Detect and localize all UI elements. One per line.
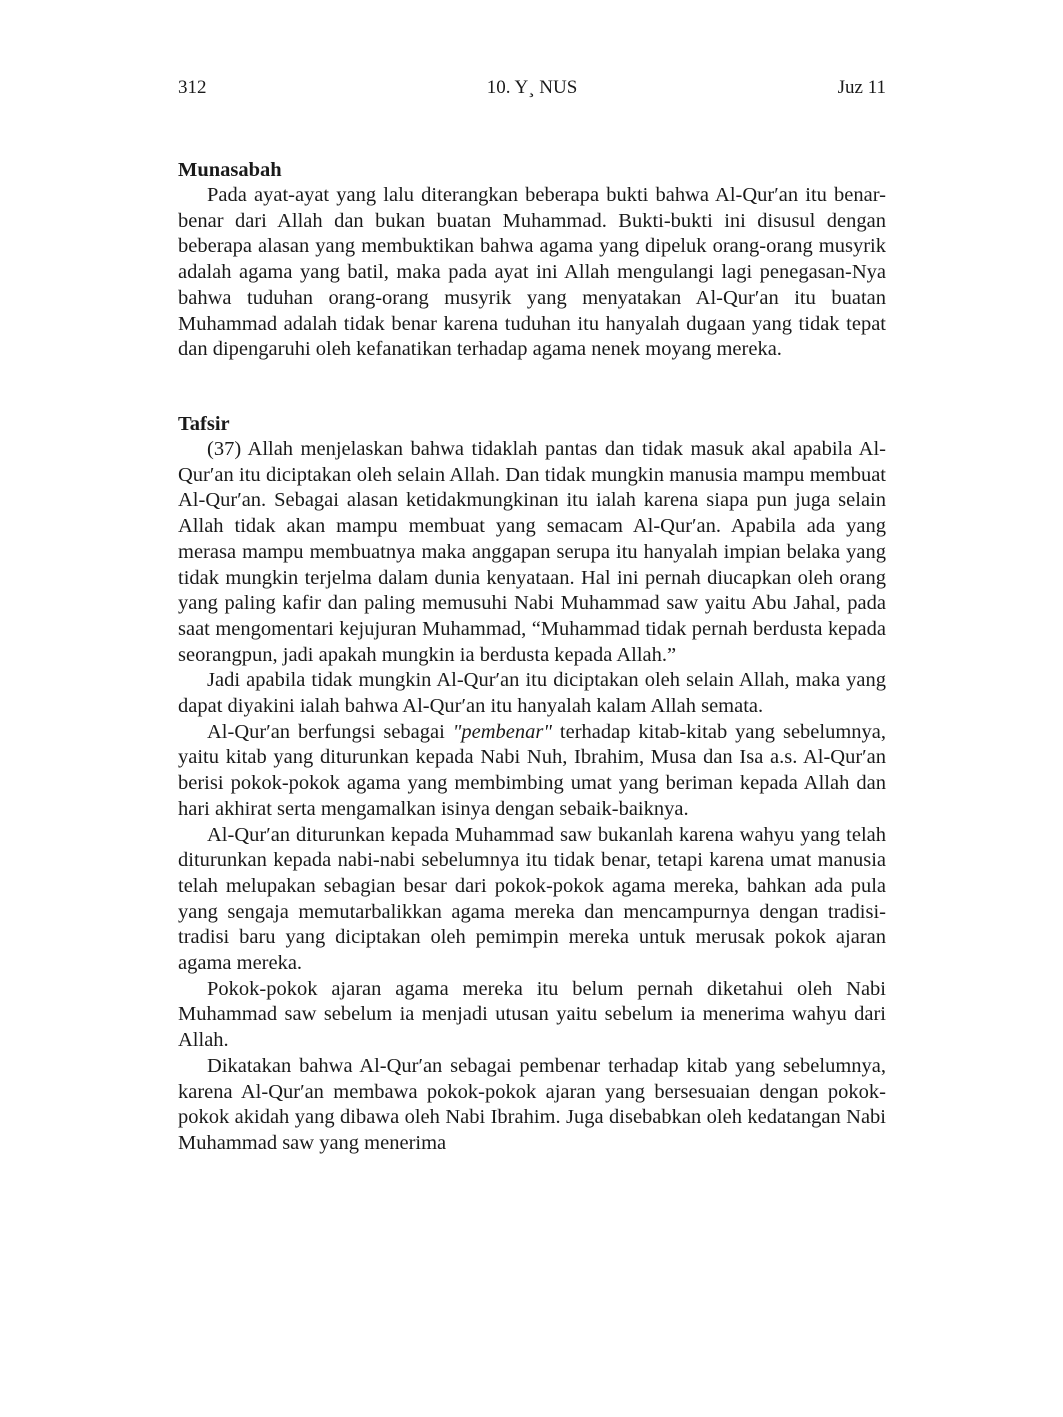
chapter-title: 10. Y¸ NUS xyxy=(486,77,578,98)
pembenar-term: "pembenar" xyxy=(452,720,552,743)
tafsir-heading: Tafsir xyxy=(178,413,230,435)
juz-label: Juz 11 xyxy=(837,77,886,98)
munasabah-section xyxy=(178,157,886,363)
running-header xyxy=(178,76,886,100)
tafsir-section xyxy=(178,411,886,1157)
p3-text-start: Al-Qur′an berfungsi sebagai xyxy=(207,720,453,743)
tafsir-paragraph-5: Pokok-pokok ajaran agama mereka itu belum pernah diketahui oleh Nabi Muhammad saw sebelum ia menjadi utusan yaitu sebelum ia menerima wahyu dari Allah. xyxy=(178,977,886,1052)
tafsir-paragraph-6: Dikatakan bahwa Al-Qur′an sebagai pembenar terhadap kitab yang sebelumnya, karena Al-Qur′an membawa pokok-pokok ajaran yang bersesuaian dengan pokok-pokok akidah yang dibawa oleh Nabi Ibrahim. Juga disebabkan oleh kedatangan Nabi Muhammad saw yang menerima xyxy=(178,1054,886,1154)
munasabah-paragraph: Pada ayat-ayat yang lalu diterangkan beberapa bukti bahwa Al-Qur′an itu benar-benar dari Allah dan bukan buatan Muhammad. Bukti-bukti ini disusul dengan beberapa alasan yang membuktikan bahwa agama yang dipeluk orang-orang musyrik adalah agama yang batil, maka pada ayat ini Allah mengulangi lagi penegasan-Nya bahwa tuduhan orang-orang musyrik yang menyatakan Al-Qur′an itu buatan Muhammad adalah tidak benar karena tuduhan itu hanyalah dugaan yang tidak tepat dan dipengaruhi oleh kefanatikan terhadap agama nenek moyang mereka. xyxy=(178,184,886,361)
tafsir-paragraph-4: Al-Qur′an diturunkan kepada Muhammad saw bukanlah karena wahyu yang telah diturunkan kepada nabi-nabi sebelumnya itu tidak benar, tetapi karena umat manusia telah melupakan sebagian besar dari pokok-pokok agama mereka, bahkan ada pula yang sengaja memutarbalikkan agama mereka dan mencampurnya dengan tradisi-tradisi baru yang diciptakan oleh pemimpin mereka untuk merusak pokok ajaran agama mereka. xyxy=(178,823,886,975)
tafsir-paragraph-2: Jadi apabila tidak mungkin Al-Qur′an itu diciptakan oleh selain Allah, maka yang dapat diyakini ialah bahwa Al-Qur′an itu hanyalah kalam Allah semata. xyxy=(178,669,886,718)
munasabah-heading: Munasabah xyxy=(178,159,282,181)
tafsir-paragraph-3 xyxy=(178,720,886,823)
page-number: 312 xyxy=(178,77,207,98)
p3-text-end: terhadap kitab-kitab yang sebelumnya, yaitu kitab yang diturunkan kepada Nabi Nuh, Ibrahim, Musa dan Isa a.s. Al-Qur′an berisi pokok-pokok agama yang membimbing umat yang beriman kepada Allah dan hari akhirat serta mengamalkan isinya dengan sebaik-baiknya. xyxy=(178,720,887,820)
tafsir-paragraph-1: (37) Allah menjelaskan bahwa tidaklah pantas dan tidak masuk akal apabila Al-Qur′an itu diciptakan oleh selain Allah. Dan tidak mungkin manusia mampu membuat Al-Qur′an. Sebagai alasan ketidakmungkinan itu ialah karena siapa pun juga selain Allah tidak akan mampu membuat yang semacam Al-Qur′an. Apabila ada yang merasa mampu membuatnya maka anggapan serupa itu hanyalah impian belaka yang tidak mungkin terjelma dalam dunia kenyataan. Hal ini pernah diucapkan oleh orang yang paling kafir dan paling memusuhi Nabi Muhammad saw yaitu Abu Jahal, pada saat mengomentari kejujuran Muhammad, “Muhammad tidak pernah berdusta kepada seorangpun, jadi apakah mungkin ia berdusta kepada Allah.” xyxy=(178,438,886,666)
